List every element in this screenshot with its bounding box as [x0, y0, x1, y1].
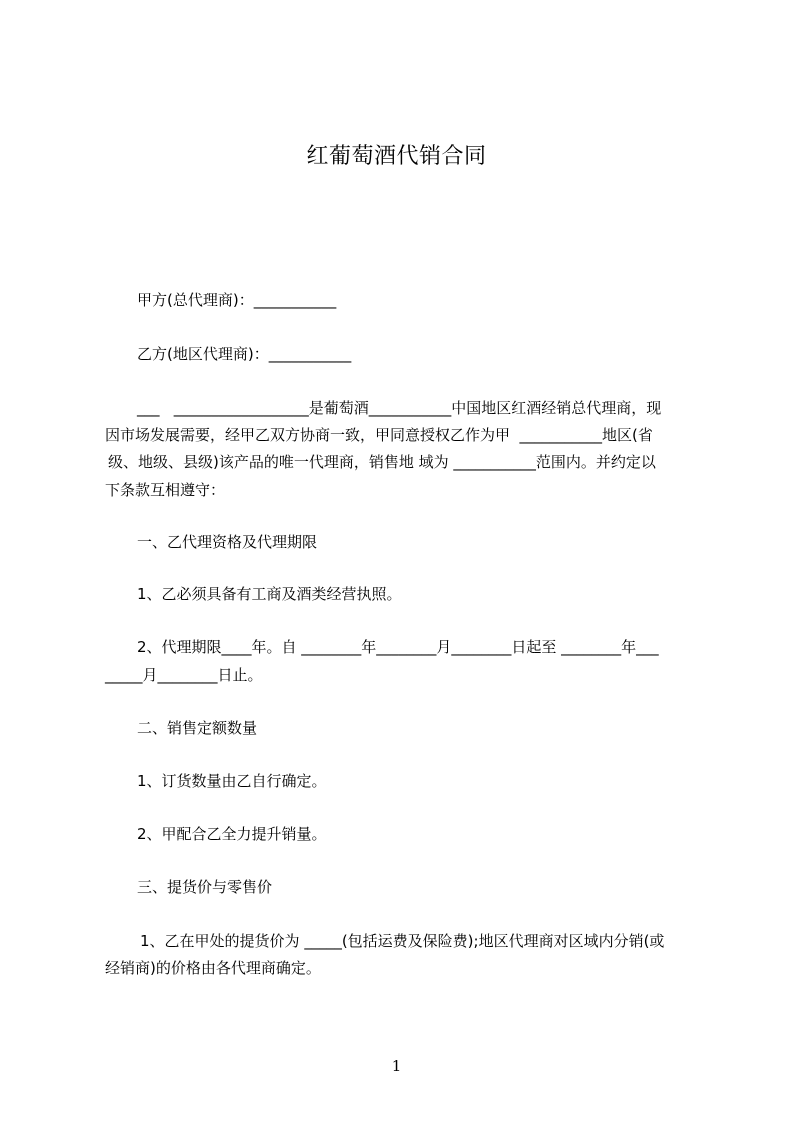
- clause-2-2: 2、甲配合乙全力提升销量。: [137, 825, 327, 843]
- document-title: 红葡萄酒代销合同: [306, 144, 487, 169]
- clause-1-2-line-1: 2、代理期限____年。自 ________年________月________日起至 ________年___: [137, 638, 659, 656]
- clause-3-1-line-2: 经销商)的价格由各代理商确定。: [105, 959, 321, 977]
- section-heading-3: 三、提货价与零售价: [137, 878, 273, 896]
- party-a-line: 甲方(总代理商)：___________: [137, 291, 337, 309]
- intro-line-2: 因市场发展需要，经甲乙双方协商一致，甲同意授权乙作为甲 ___________地区(省: [105, 426, 653, 444]
- section-heading-1: 一、乙代理资格及代理期限: [137, 533, 318, 551]
- clause-3-1-line-1: 1、乙在甲处的提货价为 _____(包括运费及保险费);地区代理商对区域内分销(或: [140, 932, 665, 950]
- party-b-line: 乙方(地区代理商)：___________: [137, 345, 352, 363]
- page-number: 1: [391, 1057, 402, 1075]
- intro-line-3: 级、地级、县级)该产品的唯一代理商，销售地 域为 ___________范围内。并约定以: [108, 453, 656, 471]
- clause-2-1: 1、订货数量由乙自行确定。: [137, 772, 327, 790]
- intro-line-1: ___ __________________是葡萄酒___________中国地区红酒经销总代理商，现: [137, 399, 662, 417]
- clause-1-1: 1、乙必须具备有工商及酒类经营执照。: [137, 585, 402, 603]
- section-heading-2: 二、销售定额数量: [137, 719, 258, 737]
- intro-line-4: 下条款互相遵守：: [105, 481, 226, 499]
- clause-1-2-line-2: _____月________日止。: [105, 666, 263, 684]
